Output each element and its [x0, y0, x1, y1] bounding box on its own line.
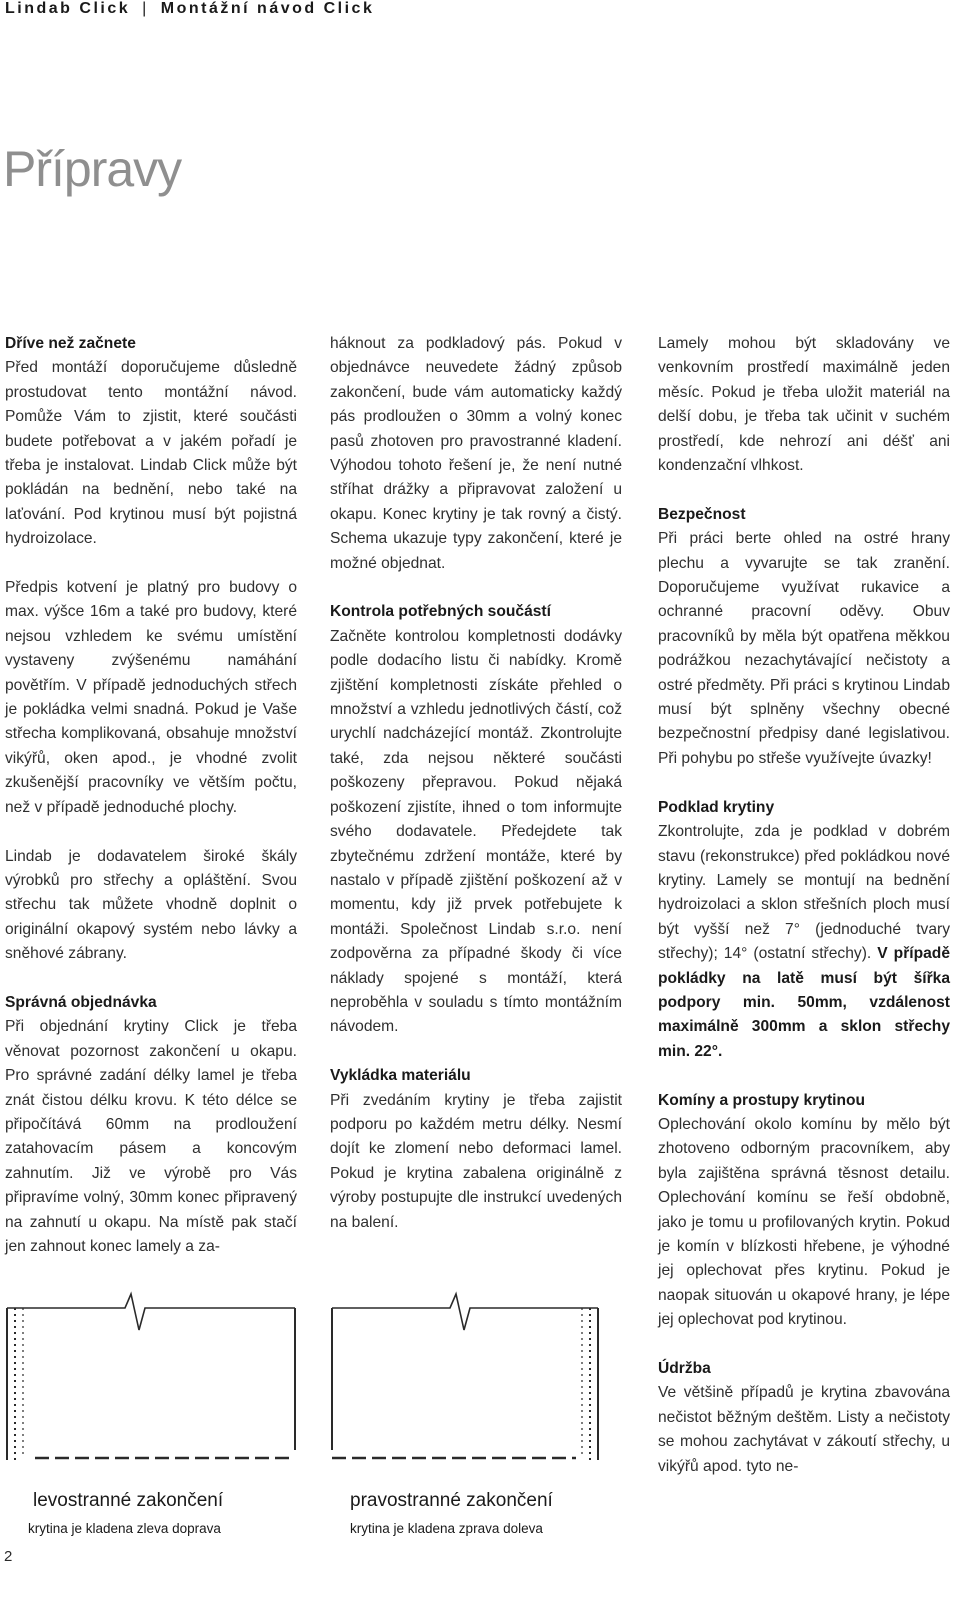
heading-parts-check: Kontrola potřebných součástí [330, 603, 551, 621]
paragraph-safety: Při práci berte ohled na ostré hrany plechu a vyvarujte se tak zranění. Doporučujeme využívat rukavice a ochranné pracovní oděvy. Obuv pracovníků by měla být opatřena měkkou podrážkou nezachytávající nečistoty a ostré předměty. Při práci s krytinou Lindab musí být splněny všechny obecné bezpečnostní předpisy dané legislativou. Při pohybu po střeše využívejte úvazky! [658, 530, 950, 767]
heading-substrate: Podklad krytiny [658, 798, 775, 816]
paragraph-parts-check: Začněte kontrolou kompletnosti dodávky podle dodacího listu či nabídky. Kromě zjištění kompletnosti získáte přehled o množství a vzhledu jednotlivých částí, což urychlí nadcházející montáž. Zkontrolujte také, zda nejsou některé součásti poškozeny přepravou. Pokud nějaká poškození zjistíte, ihned o tom informujte svého dodavatele. Předejdete tak zbytečnému zdržení montáže, které by nastalo v případě zjištění poškození až v momentu, kdy již prvek potřebujete k montáži. Společnost Lindab s.r.o. není zodpověrna za případné škody či více náklady spojené s montáží, která neproběhla v souladu s tímto montážním návodem. [330, 627, 622, 1036]
heading-chimneys: Komíny a prostupy krytinou [658, 1091, 866, 1109]
header-separator: | [142, 0, 149, 17]
page-title: Přípravy [3, 141, 182, 197]
paragraph-maintenance: Ve většině případů je krytina zbavována nečistot běžným deštěm. Listy a nečistoty se mohou zachytávat v zákoutí střechy, u vikýřů apod. tyto ne- [658, 1384, 950, 1475]
text-column-1 [5, 332, 297, 1259]
header-section: Montážní návod Click [160, 0, 375, 17]
heading-safety: Bezpečnost [658, 505, 746, 523]
paragraph-unloading: Při zvedáním krytiny je třeba zajistit podporu po každém metru délky. Nesmí dojít ke zlomení nebo deformaci lamel. Pokud je krytina zabalena originálně z výroby postupujte dle instrukcí uvedených na balení. [330, 1091, 622, 1231]
paragraph-supplier: Lindab je dodavatelem široké škály výrobků pro střechy a opláštění. Svou střechu tak můžete vhodně doplnit o originální okapový systém nebo lávky a sněhové zábrany. [5, 847, 297, 963]
right-figure-sublabel: krytina je kladena zprava doleva [350, 1521, 543, 1536]
text-column-2 [330, 332, 622, 1235]
substrate-batten-note: V případě pokládky na latě musí být šířka podpory min. 50mm, vzdálenost maximálně 300mm a sklon střechy min. 22°. [658, 945, 950, 1060]
right-figure-label: pravostranné zakončení [350, 1490, 553, 1511]
paragraph-storage: Lamely mohou být skladovány ve venkovním prostředí maximálně jeden měsíc. Pokud je třeba uložit materiál na delší dobu, je třeba tak učinit v suchém prostředí, kde nehrozí ani déšť ani kondenzační vlhkost. [658, 335, 950, 475]
figure-left-termination [5, 1290, 305, 1540]
paragraph-order: Při objednání krytiny Click je třeba věnovat pozornost zakončení u okapu. Pro správné zadání délky lamel je třeba znát čistou délku krovu. K této délce se připočítává 60mm na prodloužení zatahovacím pásem a koncovým zahnutím. Již ve výrobě pro Vás připravíme volný, 30mm konec připravený na zahnutí u okapu. Na místě pak stačí jen zahnout konec lamely a za- [5, 1018, 297, 1255]
substrate-text: Zkontrolujte, zda je podklad v dobrém stavu (rekonstrukce) před pokládkou nové krytiny. Lamely se montují na bednění hydroizolaci a sklon střešních ploch musí být vyšší než 7° (jednoduché tvary střechy); 14° (ostatní střechy). [658, 823, 950, 963]
text-column-3 [658, 332, 950, 1479]
header-brand: Lindab Click [5, 0, 131, 17]
heading-unloading: Vykládka materiálu [330, 1067, 471, 1085]
paragraph-substrate [658, 820, 950, 1064]
paragraph-chimneys: Oplechování okolo komínu by mělo být zhotoveno odborným pracovníkem, aby byla zajištěna správná těsnost detailu. Oplechování komínu se řeší obdobně, jako je tomu u profilovaných krytin. Pokud je komín v blízkosti hřebene, je výhodné jej oplechovat přes krytinu. Pokud je naopak situován u okapové hrany, je lépe jej oplechovat pod krytinou. [658, 1115, 950, 1329]
running-header [5, 0, 374, 18]
left-figure-sublabel: krytina je kladena zleva doprava [28, 1521, 221, 1536]
paragraph-intro: Před montáží doporučujeme důsledně prostudovat tento montážní návod. Pomůže Vám to zjistit, které součásti budete potřebovat a v jakém pořadí je třeba je instalovat. Lindab Click může být pokládán na bednění, nebo také na laťování. Pod krytinou musí být pojistná hydroizolace. [5, 359, 297, 548]
heading-before-start: Dříve než začnete [5, 335, 136, 352]
paragraph-anchoring: Předpis kotvení je platný pro budovy o max. výšce 16m a také pro budovy, které nejsou vzhledem ke svému umístění vystaveny zvýšenému namáhání povětřím. V případě jednoduchých střech je pokládka velmi snadná. Pokud je Vaše střecha komplikovaná, obsahuje množství vikýřů, oken apod., je vhodné zvolit zkušenější pracovníky ve větším počtu, než v případě jednoduché plochy. [5, 579, 297, 816]
heading-maintenance: Údržba [658, 1360, 711, 1377]
heading-correct-order: Správná objednávka [5, 993, 157, 1011]
figure-right-termination [330, 1290, 620, 1540]
page-number: 2 [4, 1548, 13, 1565]
paragraph-order-continued: háknout za podkladový pás. Pokud v objednávce neuvedete žádný způsob zakončení, bude vám automaticky každý pás prodloužen o 30mm a volný konec pasů zhotoven pro pravostranné kladení. Výhodou tohoto řešení je, že není nutné stříhat drážky a připravovat založení u okapu. Konec krytiny je tak rovný a čistý. Schema ukazuje typy zakončení, které je možné objednat. [330, 335, 622, 572]
left-figure-label: levostranné zakončení [33, 1490, 224, 1511]
